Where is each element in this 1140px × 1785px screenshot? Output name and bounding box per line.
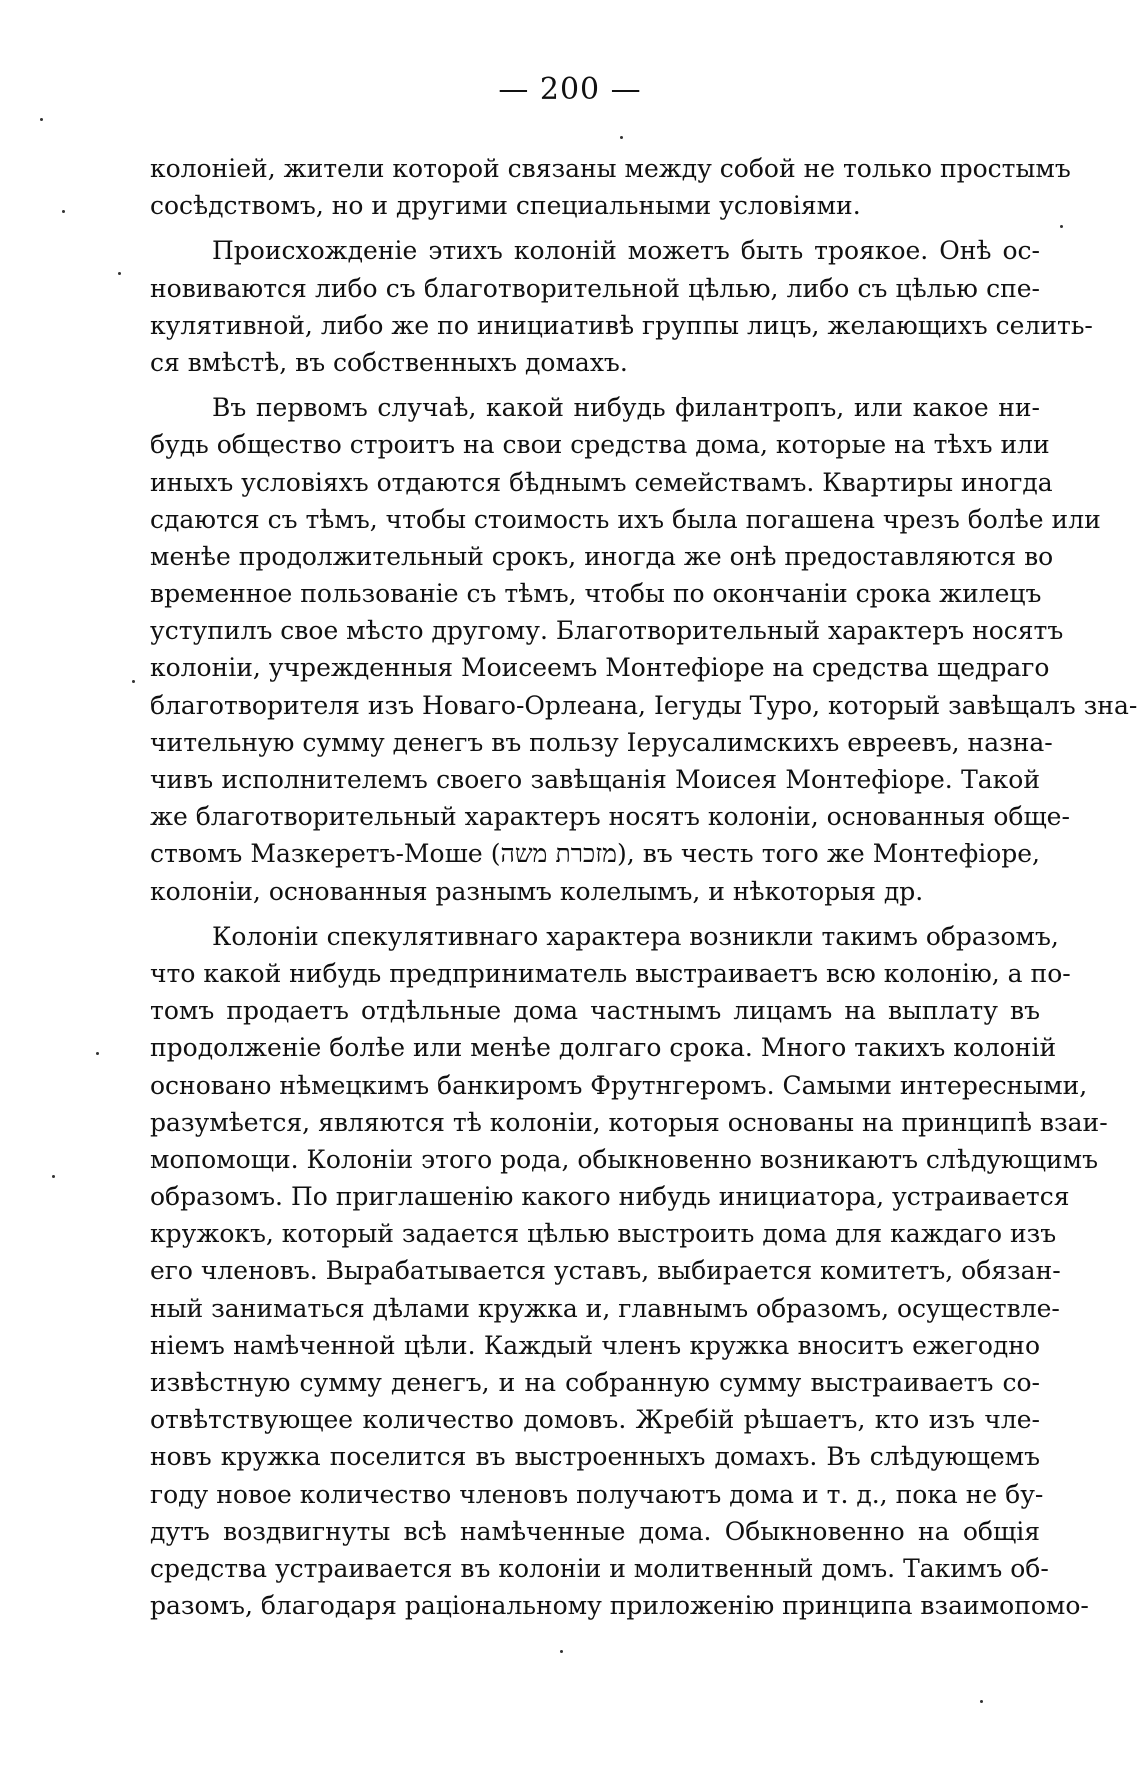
text-line: томъ продаетъ отдѣльные дома частнымъ лицамъ на выплату въ (150, 996, 1040, 1026)
text-line: сдаются съ тѣмъ, чтобы стоимость ихъ была погашена чрезъ болѣе или (150, 504, 1101, 534)
text-line: Колоніи спекулятивнаго характера возникли такимъ образомъ, (212, 921, 1059, 951)
text-line: извѣстную сумму денегъ, и на собранную сумму выстраиваетъ со- (150, 1368, 1040, 1397)
text-line: колоніи, основанныя разнымъ колелымъ, и нѣкоторыя др. (150, 876, 924, 906)
text-line: Происхожденіе этихъ колоній можетъ быть троякое. Онѣ ос- (212, 236, 1040, 266)
text-line: Въ первомъ случаѣ, какой нибудь филантропъ, или какое ни- (212, 393, 1040, 423)
text-line: что какой нибудь предприниматель выстраиваетъ всю колонію, а по- (150, 958, 1071, 988)
text-line: ніемъ намѣченной цѣли. Каждый членъ кружка вноситъ ежегодно (150, 1330, 1040, 1360)
text-line: сосѣдствомъ, но и другими специальными условіями. (150, 191, 861, 221)
text-line: благотворителя изъ Новаго-Орлеана, Іегуды Туро, который завѣщалъ зна- (150, 690, 1138, 720)
text-line: мопомощи. Колоніи этого рода, обыкновенно возникаютъ слѣдующимъ (150, 1144, 1099, 1174)
text-line: продолженіе болѣе или менѣе долгаго срока. Много такихъ колоній (150, 1033, 1057, 1063)
scan-speck (52, 1175, 55, 1178)
scan-speck (620, 136, 623, 139)
text-line: дутъ воздвигнуты всѣ намѣченные дома. Обыкновенно на общія (150, 1516, 1040, 1546)
text-line: же благотворительный характеръ носятъ колоніи, основанныя обще- (150, 802, 1070, 832)
scan-speck (118, 272, 121, 275)
paragraph-3 (150, 389, 1138, 910)
text-line: чительную сумму денегъ въ пользу Іерусалимскихъ евреевъ, назна- (150, 727, 1053, 757)
text-line: ный заниматься дѣлами кружка и, главнымъ образомъ, осуществле- (150, 1293, 1060, 1323)
text-line: колоніи, учрежденныя Моисеемъ Монтефіоре на средства щедраго (150, 653, 1050, 683)
text-line: иныхъ условіяхъ отдаются бѣднымъ семействамъ. Квартиры иногда (150, 467, 1053, 497)
scan-speck (62, 210, 65, 213)
text-line: ся вмѣстѣ, въ собственныхъ домахъ. (150, 347, 628, 377)
page-number: — 200 — (498, 72, 642, 107)
text-line: чивъ исполнителемъ своего завѣщанія Моисея Монтефіоре. Такой (150, 765, 1040, 794)
text-line: разумѣется, являются тѣ колоніи, которыя основаны на принципѣ взаи- (150, 1107, 1108, 1137)
text-line: году новое количество членовъ получаютъ дома и т. д., пока не бу- (150, 1479, 1044, 1509)
body-text (150, 150, 1138, 1632)
text-line: будь общество строитъ на свои средства дома, которые на тѣхъ или (150, 430, 1050, 460)
text-line: его членовъ. Вырабатывается уставъ, выбирается комитетъ, обязан- (150, 1256, 1061, 1286)
text-line: кулятивной, либо же по инициативѣ группы лицъ, желающихъ селить- (150, 310, 1093, 340)
scan-speck (96, 1052, 99, 1055)
scan-speck (560, 1650, 563, 1653)
text-line: колоніей, жители которой связаны между собой не только простымъ (150, 154, 1071, 183)
text-line: временное пользованіе съ тѣмъ, чтобы по окончаніи срока жилецъ (150, 579, 1042, 609)
text-line: новиваются либо съ благотворительной цѣлью, либо съ цѣлью спе- (150, 273, 1040, 303)
text-line: разомъ, благодаря раціональному приложенію принципа взаимопомо- (150, 1591, 1089, 1621)
text-line: средства устраивается въ колоніи и молитвенный домъ. Такимъ об- (150, 1553, 1049, 1583)
scan-speck (40, 118, 43, 121)
paragraph-1 (150, 150, 1071, 224)
text-line: отвѣтствующее количество домовъ. Жребій рѣшаетъ, кто изъ чле- (150, 1405, 1040, 1435)
text-line: кружокъ, который задается цѣлью выстроить дома для каждаго изъ (150, 1219, 1057, 1249)
text-line: уступилъ свое мѣсто другому. Благотворительный характеръ носятъ (150, 616, 1064, 646)
paragraph-4 (150, 918, 1108, 1625)
paragraph-2 (150, 232, 1093, 381)
scan-speck (1060, 225, 1063, 228)
text-line: новъ кружка поселится въ выстроенныхъ домахъ. Въ слѣдующемъ (150, 1442, 1040, 1472)
text-line: ствомъ Мазкеретъ-Моше (מזכרת משה), въ честь того же Монтефіоре, (150, 839, 1040, 869)
text-line: образомъ. По приглашенію какого нибудь инициатора, устраивается (150, 1182, 1070, 1212)
text-line: основано нѣмецкимъ банкиромъ Фрутнгеромъ. Самыми интересными, (150, 1070, 1088, 1100)
text-line: менѣе продолжительный срокъ, иногда же онѣ предоставляются во (150, 541, 1054, 571)
scan-speck (132, 680, 135, 683)
scan-speck (980, 1700, 983, 1703)
